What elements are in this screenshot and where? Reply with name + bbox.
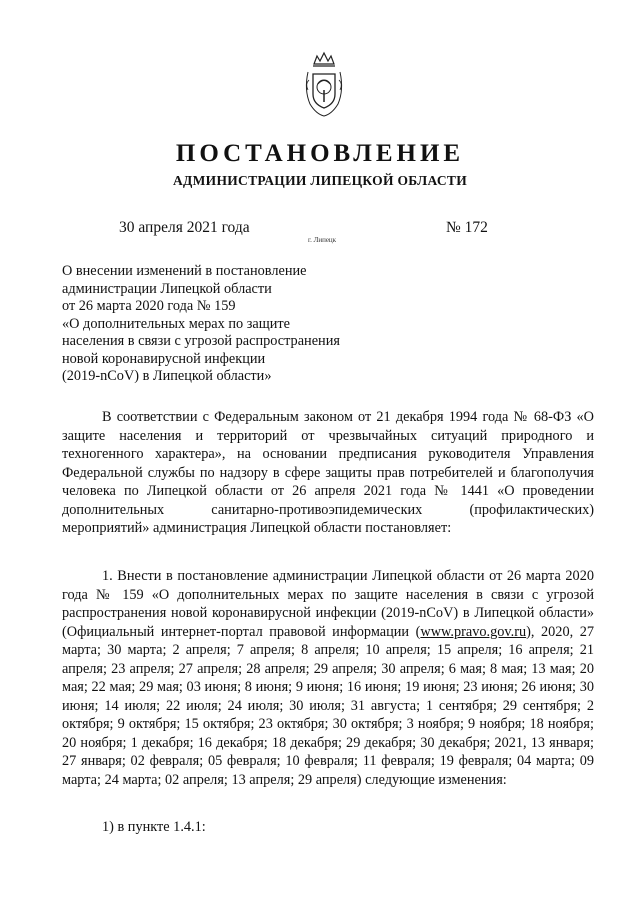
document-title: ПОСТАНОВЛЕНИЕ xyxy=(175,140,465,167)
subject-line: (2019-nCoV) в Липецкой области» xyxy=(62,368,272,384)
subject-line: новой коронавирусной инфекции xyxy=(62,350,266,367)
subject-line: «О дополнительных мерах по защите xyxy=(62,315,290,332)
pravo-gov-link[interactable]: www.pravo.gov.ru xyxy=(420,623,527,640)
subject-line: О внесении изменений в постановление xyxy=(62,263,307,279)
document-date: 30 апреля 2021 года xyxy=(119,219,250,236)
subject-line: администрации Липецкой области xyxy=(62,280,272,297)
document-subject xyxy=(62,263,392,386)
amendment-text-end: ), 2020, 27 марта; 30 марта; 2 апреля; 7 апреля; 8 апреля; 10 апреля; 15 апреля; 16 апреля; 21 апреля; 23 апреля; 27 апреля; 28 апреля; 29 апреля; 30 апреля; 6 мая; 8 мая; 13 мая; 20 мая; 22 мая; 29 мая; 03 июня; 8 июня; 9 июня; 16 июня; 19 июня; 23 июня; 26 июня; 30 июня; 14 июля; 22 июля; 24 июля; 30 июля; 31 августа; 1 сентября; 29 сентября; 2 октября; 9 октября; 15 октября; 23 октября; 30 октября; 3 ноября; 9 ноября; 18 ноября; 20 ноября; 1 декабря; 16 декабря; 18 декабря; 29 декабря; 30 декабря; 2021, 13 января; 27 января; 02 февраля; 05 февраля; 10 февраля; 11 февраля; 19 февраля; 04 марта; 09 марта; 24 марта; 02 апреля; 13 апреля; 29 апреля) следующие изменения: xyxy=(62,623,594,788)
subitem-paragraph: 1) в пункте 1.4.1: xyxy=(102,819,206,835)
coat-of-arms-emblem-icon xyxy=(300,50,348,118)
amendment-paragraph xyxy=(62,567,594,789)
subject-line: населения в связи с угрозой распространения xyxy=(62,333,340,349)
document-number: № 172 xyxy=(446,219,488,236)
document-subtitle: АДМИНИСТРАЦИИ ЛИПЕЦКОЙ ОБЛАСТИ xyxy=(172,173,468,188)
amendment-text-start: 1. Внести в постановление администрации Липецкой области от 26 марта 2020 года № 159 «О дополнительных мерах по защите населения в связи с угрозой распространения новой коронавирусной инфекции (2019-nCoV) в Липецкой области» (Официальный интернет-портал правовой информации ( xyxy=(62,568,594,640)
document-city: г. Липецк xyxy=(308,236,337,244)
subject-line: от 26 марта 2020 года № 159 xyxy=(62,298,236,314)
preamble-paragraph: В соответствии с Федеральным законом от 21 декабря 1994 года № 68-ФЗ «О защите населения и территорий от чрезвычайных ситуаций природного и техногенного характера», на основании предписания руководителя Управления Федеральной службы по надзору в сфере защиты прав потребителей и благополучия человека по Липецкой области от 26 апреля 2021 года № 1441 «О проведении дополнительных санитарно-противоэпидемических (профилактических) мероприятий» администрация Липецкой области постановляет: xyxy=(62,409,594,536)
